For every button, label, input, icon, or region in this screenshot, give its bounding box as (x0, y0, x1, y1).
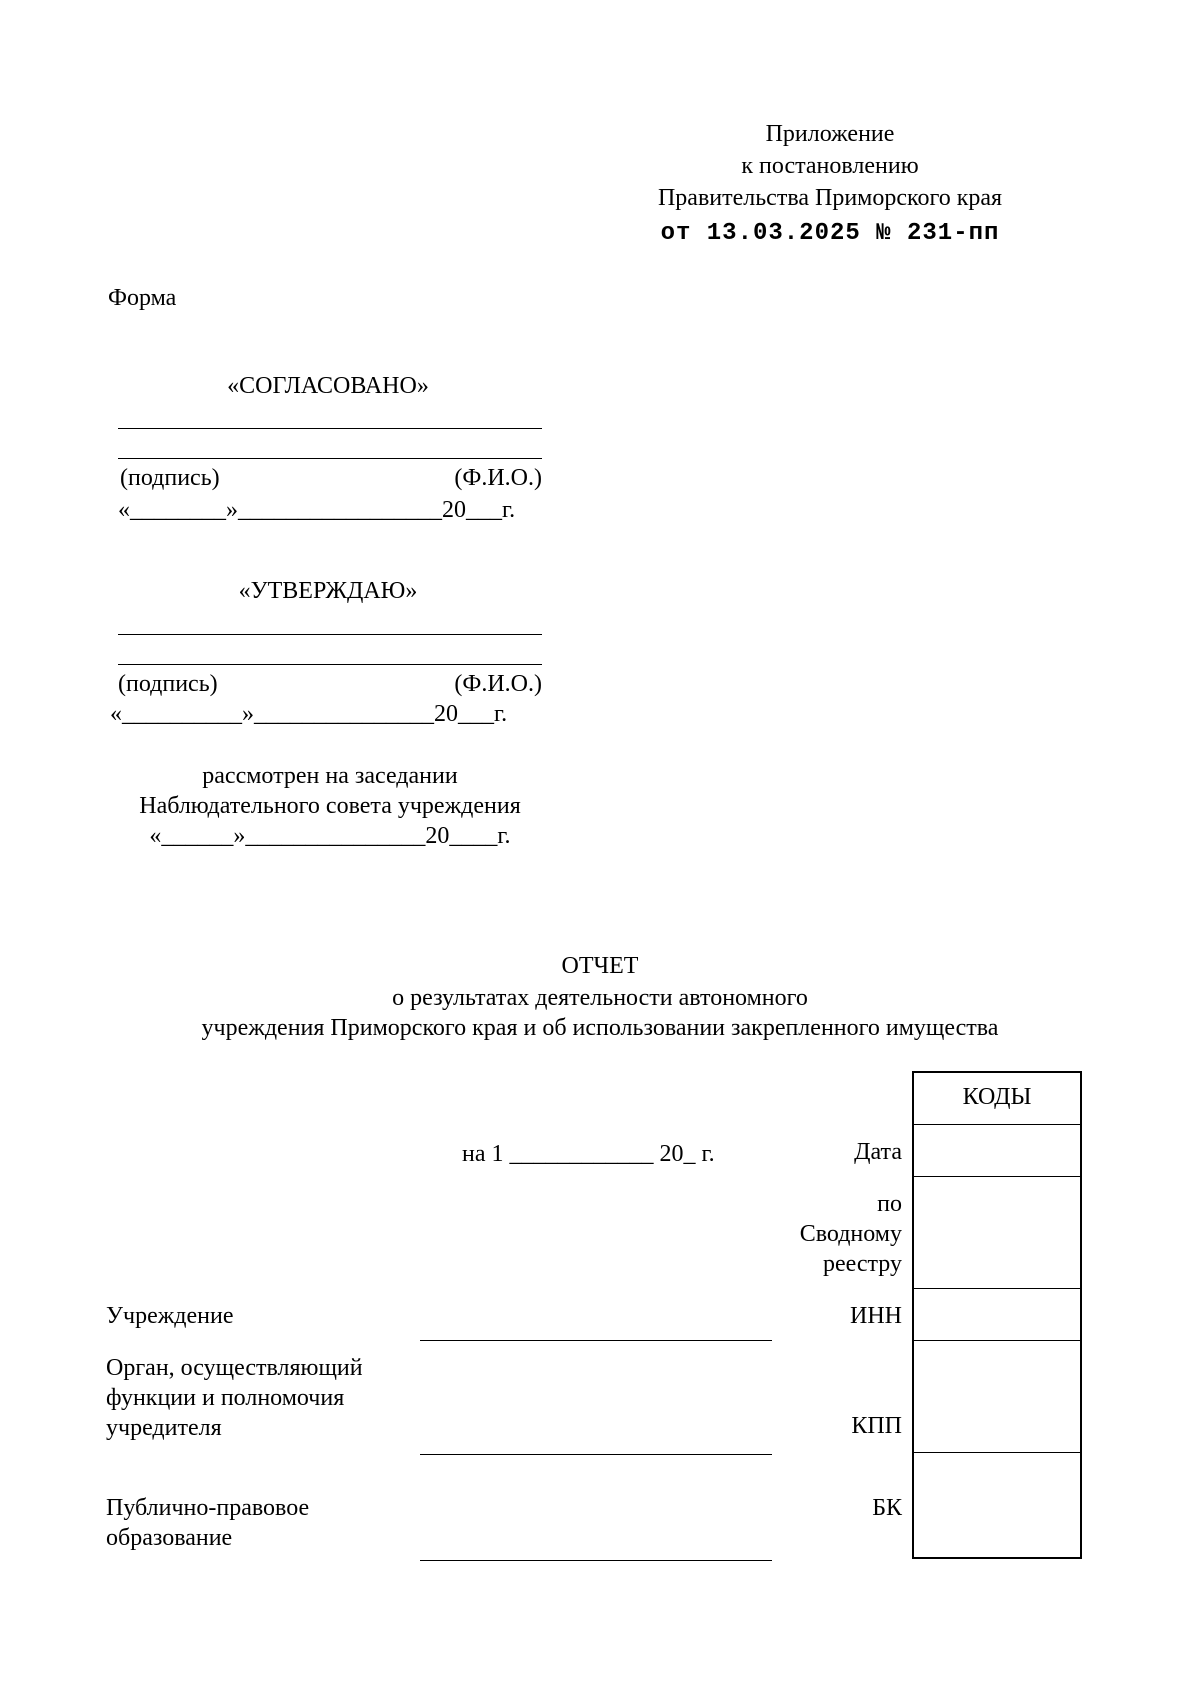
agreed-line-2 (118, 458, 542, 459)
field-founder-label-2: функции и полномочия (106, 1385, 345, 1411)
report-title: ОТЧЕТ (561, 953, 639, 979)
appendix-subtitle: к постановлению (741, 153, 919, 179)
report-subtitle-2: учреждения Приморского края и об использовании закрепленного имущества (201, 1015, 999, 1041)
agreed-title: «СОГЛАСОВАНО» (227, 373, 429, 399)
form-label: Форма (108, 285, 177, 311)
code-bk-cell[interactable] (914, 1453, 1080, 1557)
approved-date-line: «__________»_______________20___г. (110, 701, 508, 727)
field-public-label-1: Публично-правовое (106, 1495, 310, 1521)
reviewed-line-1: рассмотрен на заседании (202, 763, 458, 789)
reviewed-line-2: Наблюдательного совета учреждения (139, 793, 521, 819)
appendix-resolution-number: от 13.03.2025 № 231-пп (660, 220, 1000, 247)
codes-table (912, 1071, 1082, 1559)
label-bk: БК (872, 1495, 902, 1521)
code-date-cell[interactable] (914, 1125, 1080, 1177)
field-founder-label-1: Орган, осуществляющий (106, 1355, 363, 1381)
field-institution-label: Учреждение (106, 1303, 234, 1329)
field-public-label-2: образование (106, 1525, 233, 1551)
label-date: Дата (854, 1139, 902, 1165)
code-kpp-cell[interactable] (914, 1341, 1080, 1453)
codes-header: КОДЫ (962, 1084, 1032, 1110)
label-kpp: КПП (851, 1413, 902, 1439)
approved-sign-label: (подпись) (118, 671, 218, 697)
approved-title: «УТВЕРЖДАЮ» (238, 578, 418, 604)
appendix-title: Приложение (765, 121, 895, 147)
agreed-date-line: «________»_________________20___г. (118, 497, 516, 523)
field-institution-line[interactable] (420, 1340, 772, 1341)
field-public-line[interactable] (420, 1560, 772, 1561)
report-subtitle-1: о результатах деятельности автономного (392, 985, 808, 1011)
codes-header-cell (914, 1073, 1080, 1125)
code-inn-cell[interactable] (914, 1289, 1080, 1341)
label-inn: ИНН (850, 1303, 902, 1329)
label-registry-3: реестру (822, 1251, 902, 1277)
approved-line-1 (118, 634, 542, 635)
agreed-fio-label: (Ф.И.О.) (454, 465, 542, 491)
agreed-line-1 (118, 428, 542, 429)
code-registry-cell[interactable] (914, 1177, 1080, 1289)
approved-line-2 (118, 664, 542, 665)
agreed-sign-label: (подпись) (120, 465, 220, 491)
field-founder-line[interactable] (420, 1454, 772, 1455)
label-registry-1: по (877, 1191, 902, 1217)
field-founder-label-3: учредителя (106, 1415, 222, 1441)
reviewed-date-line: «______»_______________20____г. (149, 823, 511, 849)
report-date-line: на 1 ____________ 20_ г. (462, 1141, 715, 1167)
approved-fio-label: (Ф.И.О.) (454, 671, 542, 697)
label-registry-2: Сводному (799, 1221, 902, 1247)
appendix-government: Правительства Приморского края (657, 185, 1003, 211)
